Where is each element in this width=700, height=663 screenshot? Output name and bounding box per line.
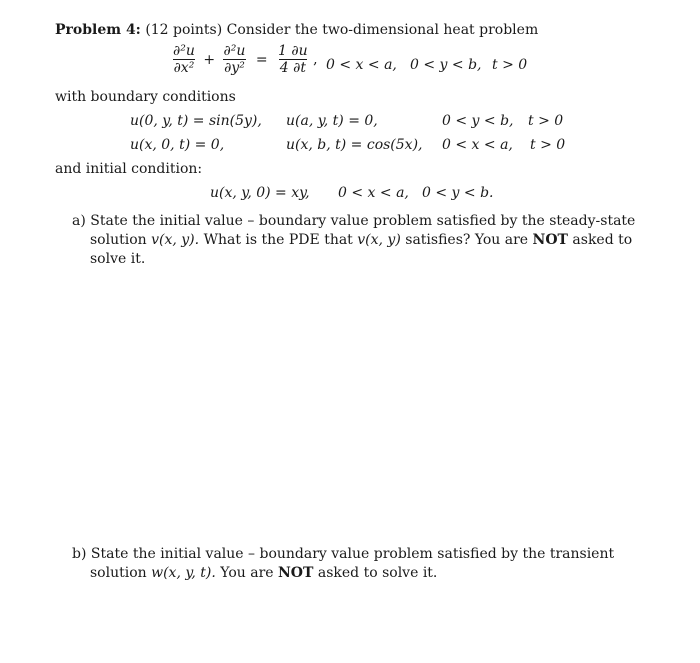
part-b-emph: NOT — [278, 565, 314, 581]
part-b-text3: asked to solve it. — [317, 565, 438, 581]
pde-domain-x: 0 < x < a, — [326, 57, 397, 73]
problem-label: Problem 4: — [55, 22, 141, 38]
part-b-text1: State the initial value – boundary value problem satisfied by the transient solution — [90, 546, 615, 581]
d2u-dy2-fraction: $\frac{\text{∂²u}}{\text{∂y²}}$ — [223, 43, 246, 76]
boundary-heading: with boundary conditions — [55, 89, 236, 105]
part-b — [72, 545, 670, 583]
part-b-label: b) — [72, 546, 87, 562]
bc-bottom-y0: u(x, 0, t) = 0, — [130, 137, 225, 153]
problem-intro: Consider the two-dimensional heat problem — [226, 22, 539, 38]
initial-equation: u(x, y, 0) = xy, — [210, 185, 310, 201]
heat-equation — [172, 44, 318, 75]
part-b-func: w(x, y, t). — [151, 565, 216, 581]
equals-sign: = — [255, 51, 268, 68]
initial-range-y: 0 < y < b. — [422, 185, 494, 201]
problem-points: (12 points) — [145, 22, 223, 38]
part-a-emph: NOT — [532, 232, 568, 248]
part-a-label: a) — [72, 213, 86, 229]
bc-row1-range: 0 < y < b, — [442, 113, 514, 129]
part-a-text3: satisfies? You are — [405, 232, 529, 248]
bc-right-xa: u(a, y, t) = 0, — [286, 113, 378, 129]
bc-row1-time: t > 0 — [528, 113, 564, 129]
pde-comma: , — [313, 51, 318, 68]
part-b-text2: You are — [220, 565, 274, 581]
initial-range-x: 0 < x < a, — [338, 185, 409, 201]
pde-domain-t: t > 0 — [492, 57, 528, 73]
bc-row2-time: t > 0 — [530, 137, 566, 153]
bc-top-yb: u(x, b, t) = cos(5x), — [286, 137, 423, 153]
du-dt-fraction: $\frac{1 \partial u}{4 \partial t}$ — [278, 43, 308, 76]
part-a-text1: State the initial value – boundary value problem satisfied by the steady-state solution — [90, 213, 636, 248]
d2u-dx2-fraction: $\frac{\text{∂²u}}{\text{∂x²}}$ — [173, 43, 195, 76]
part-a-text2: What is the PDE that — [203, 232, 353, 248]
bc-left-x0: u(0, y, t) = sin(5y), — [130, 113, 262, 129]
initial-heading: and initial condition: — [55, 161, 203, 177]
plus-sign: + — [203, 51, 216, 68]
part-a-func: v(x, y). — [151, 232, 200, 248]
pde-domain-y: 0 < y < b, — [410, 57, 482, 73]
problem-header — [55, 22, 538, 38]
bc-row2-range: 0 < x < a, — [442, 137, 513, 153]
part-a — [72, 212, 670, 269]
part-a-func2: v(x, y) — [357, 232, 401, 248]
part-a-text4: asked to solve it. — [90, 232, 633, 267]
